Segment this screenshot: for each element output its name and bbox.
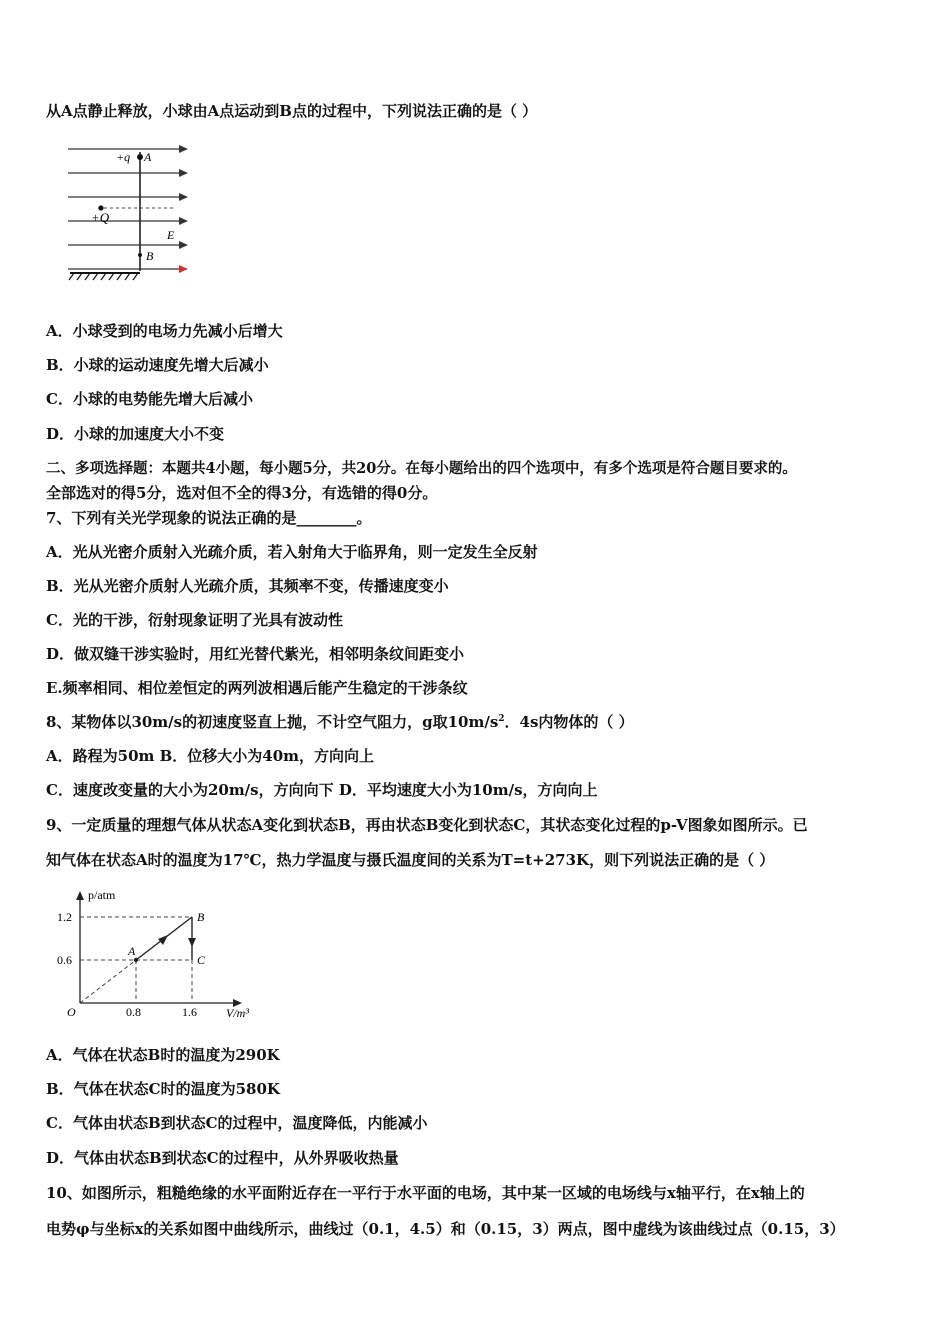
label-point-A: A [128, 944, 136, 958]
q8-options-ab: A．路程为50m B．位移大小为40m，方向向上 [46, 747, 375, 765]
q8-stem-tail: ．4s内物体的（ ） [504, 713, 634, 731]
charge-q [137, 154, 143, 160]
q6-stem: 从A点静止释放，小球由A点运动到B点的过程中，下列说法正确的是（ ） [46, 102, 538, 120]
q9-option-c: C．气体由状态B到状态C的过程中，温度降低，内能减小 [46, 1114, 428, 1132]
field-arrowheads [179, 145, 188, 273]
q8-stem-main: 8、某物体以30m/s的初速度竖直上抛，不计空气阻力，g取10m/s [46, 713, 499, 731]
q6-option-d: D．小球的加速度大小不变 [46, 425, 225, 443]
q7-option-a: A．光从光密介质射入光疏介质，若入射角大于临界角，则一定发生全反射 [46, 543, 538, 561]
q9-option-b: B．气体在状态C时的温度为580K [46, 1080, 280, 1098]
section2-scoring: 全部选对的得5分，选对但不全的得3分，有选错的得0分。 [46, 484, 438, 502]
q6-option-c: C．小球的电势能先增大后减小 [46, 390, 253, 408]
label-Q: +Q [91, 210, 110, 225]
field-lines [68, 149, 186, 269]
label-point-B: B [197, 910, 205, 924]
point-A-dot [134, 958, 138, 962]
q9-option-d: D．气体由状态B到状态C的过程中，从外界吸收热量 [46, 1149, 399, 1167]
label-E: E [167, 228, 175, 242]
q9-stem-line2: 知气体在状态A时的温度为17℃，热力学温度与摄氏温度间的关系为T=t+273K，则下列说法正确的是（ ） [46, 851, 775, 869]
q8-stem [46, 711, 634, 732]
q8-options-cd: C．速度改变量的大小为20m/s，方向向下 D．平均速度大小为10m/s，方向向上 [46, 781, 598, 799]
arrow-A-to-B [158, 935, 168, 945]
arrow-B-to-C [188, 938, 196, 947]
q9-option-a: A．气体在状态B时的温度为290K [46, 1046, 280, 1064]
ground-hatch [69, 273, 138, 280]
q7-option-c: C．光的干涉，衍射现象证明了光具有波动性 [46, 611, 343, 629]
y-tick-1: 1.2 [57, 910, 72, 924]
q10-stem-line1: 10、如图所示，粗糙绝缘的水平面附近存在一平行于水平面的电场，其中某一区域的电场线与x轴平行，在x轴上的 [46, 1184, 805, 1202]
x-axis-label: V/m³ [226, 1006, 249, 1020]
q7-stem: 7、下列有关光学现象的说法正确的是________。 [46, 509, 372, 527]
label-B: B [146, 249, 154, 263]
label-q: +q [116, 150, 131, 164]
q10-stem-line2: 电势φ与坐标x的关系如图中曲线所示，曲线过（0.1，4.5）和（0.15，3）两点，图中虚线为该曲线过点（0.15，3） [46, 1220, 845, 1238]
q7-option-e: E.频率相同、相位差恒定的两列波相遇后能产生稳定的干涉条纹 [46, 679, 468, 697]
x-tick-1: 0.8 [126, 1005, 141, 1019]
pv-diagram [50, 885, 270, 1025]
section2-heading: 二、多项选择题：本题共4小题，每小题5分，共20分。在每小题给出的四个选项中，有多个选项是符合题目要求的。 [46, 460, 797, 477]
point-B-dot [138, 253, 142, 257]
q7-option-b: B．光从光密介质射人光疏介质，其频率不变，传播速度变小 [46, 577, 449, 595]
q7-option-d: D．做双缝干涉实验时，用红光替代紫光，相邻明条纹间距变小 [46, 645, 465, 663]
q6-option-b: B．小球的运动速度先增大后减小 [46, 356, 269, 374]
y-tick-2: 0.6 [57, 953, 72, 967]
q6-option-a: A．小球受到的电场力先减小后增大 [46, 322, 283, 340]
label-point-C: C [197, 953, 206, 967]
y-axis-arrow [76, 891, 84, 900]
x-tick-2: 1.6 [182, 1005, 197, 1019]
label-A: A [144, 150, 152, 164]
q6-figure [62, 140, 197, 289]
q8-stem-superscript: 2 [498, 714, 505, 724]
q9-pv-graph [50, 885, 270, 1029]
electric-field-diagram [62, 140, 197, 285]
origin-label: O [67, 1005, 76, 1019]
y-axis-label: p/atm [88, 888, 116, 902]
q9-stem-line1: 9、一定质量的理想气体从状态A变化到状态B，再由状态B变化到状态C，其状态变化过程的p-V图象如图所示。已 [46, 816, 808, 834]
